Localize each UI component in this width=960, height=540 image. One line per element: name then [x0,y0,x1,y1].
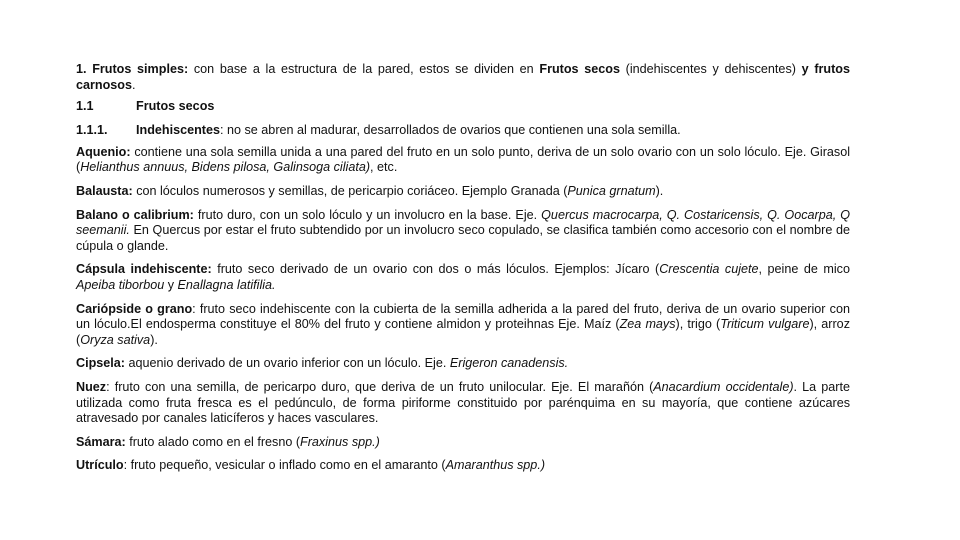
entry-text: ). [655,183,664,198]
entry-text: : fruto pequeño, vesicular o inflado como en el amaranto ( [123,458,446,473]
section-term: Indehiscentes [136,123,220,138]
entry-species: Oryza sativa [80,332,151,347]
section-number: 1.1.1. [76,123,108,138]
entry-term: Balausta: [76,183,133,198]
intro-paragraph [76,62,850,93]
entry-utriculo [76,458,850,474]
entry-samara [76,435,850,451]
intro-fleshy-fruits: y frutos carnosos [76,62,850,92]
section-1-1-1 [76,123,850,139]
entry-capsula [76,262,850,293]
entry-species: Erigeron canadensis. [449,356,569,371]
entry-species: Fraxinus spp.) [300,434,380,449]
entry-text: : fruto seco indehiscente con la cubierta de la semilla adherida a la pared del fruto, deriva de un ovario superior con un lóculo.El endosperma constituye el 80% del fruto y contiene almidon y proteihnas Eje. Maíz ( [76,301,850,332]
entry-term: Cápsula indehiscente: [76,262,212,277]
entry-text: fruto alado como en el fresno ( [125,434,301,449]
entry-balausta [76,184,850,200]
entry-species: Crescentia cujete [659,262,759,277]
entry-text: En Quercus por estar el fruto subtendido por un involucro seco copulado, se clasifica también como accesorio con el nombre de cúpula o glande. [76,223,850,253]
entry-species: Enallagna latifilia. [177,277,276,292]
entry-cariopside [76,302,850,349]
entry-text: : fruto con una semilla, de pericarpo duro, que deriva de un fruto unilocular. Eje. El marañón ( [106,379,654,394]
entry-species: Helianthus annuus, Bidens pilosa, Galinsoga ciliata) [80,160,371,175]
entry-species: Anacardium occidentale) [653,379,794,394]
entry-species: Triticum vulgare [720,317,810,332]
entry-text: ), arroz ( [76,317,850,347]
section-heading-1-1 [76,99,850,115]
entry-text: . La parte utilizada como fruta fresca es el pedúnculo, de forma piriforme constituido por parénquima en su mayoría, que contiene azúcares atravesado por canales laticíferos y haces vasculares. [76,379,851,426]
entry-term: Aquenio: [76,144,131,159]
entry-text: fruto duro, con un solo lóculo y un involucro en la base. Eje. [193,207,542,222]
intro-text-2: (indehiscentes y dehiscentes) [619,62,802,76]
entry-text: , etc. [370,160,398,175]
entry-text: y [164,277,178,292]
section-text: : no se abren al madurar, desarrollados de ovarios que contienen una sola semilla. [220,123,681,138]
entry-balano [76,208,850,255]
entry-text: fruto seco derivado de un ovario con dos o más lóculos. Ejemplos: Jícaro ( [211,262,660,277]
entry-cipsela [76,356,850,372]
entry-aquenio [76,145,850,176]
entry-text: ). [150,332,158,347]
intro-end: . [132,77,136,92]
entry-term: Balano o calibrium: [76,207,194,222]
entry-nuez [76,380,850,427]
intro-text: con base a la estructura de la pared, estos se dividen en [188,62,540,76]
entry-term: Cipsela: [76,356,125,371]
entry-term: Utrículo [76,458,124,473]
entry-species: Zea mays [619,317,676,332]
entry-text: contiene una sola semilla unida a una pared del fruto en un solo punto, deriva de un solo ovario con un solo lóculo. Eje. Girasol ( [76,144,850,175]
entry-term: Sámara: [76,434,126,449]
entry-term: Nuez [76,379,107,394]
entry-text: ), trigo ( [675,317,721,332]
entry-text: con lóculos numerosos y semillas, de pericarpio coriáceo. Ejemplo Granada ( [132,183,568,198]
entry-species: Amaranthus spp.) [445,458,546,473]
document-page [76,62,850,474]
intro-term: 1. Frutos simples: [76,62,189,76]
section-number: 1.1 [76,99,94,114]
entry-species: Quercus macrocarpa, Q. Costaricensis, Q. Oocarpa, Q seemanii. [76,207,851,238]
entry-text: aquenio derivado de un ovario inferior con un lóculo. Eje. [125,356,450,371]
entry-species: Punica grnatum [567,183,656,198]
entry-term: Cariópside o grano [76,301,193,316]
section-title: Frutos secos [136,99,215,114]
intro-dry-fruits: Frutos secos [539,62,620,76]
entry-text: , peine de mico [758,262,850,277]
entry-species: Apeiba tiborbou [76,277,165,292]
